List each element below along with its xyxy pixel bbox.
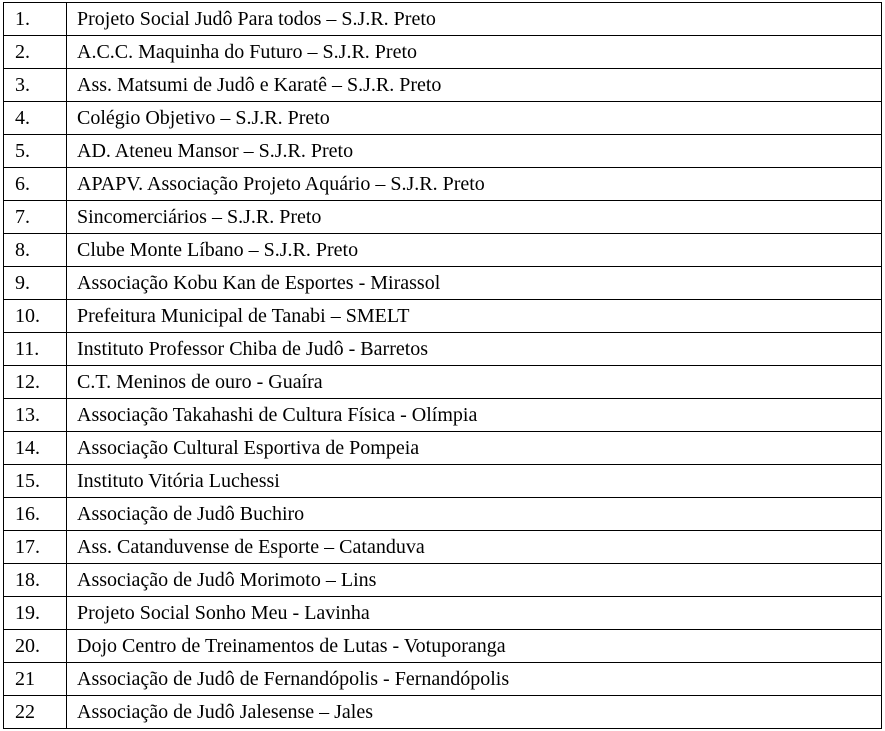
row-name: Associação de Judô de Fernandópolis - Fernandópolis bbox=[67, 663, 882, 696]
row-name: C.T. Meninos de ouro - Guaíra bbox=[67, 366, 882, 399]
row-number: 16. bbox=[4, 498, 67, 531]
row-name: AD. Ateneu Mansor – S.J.R. Preto bbox=[67, 135, 882, 168]
row-number: 13. bbox=[4, 399, 67, 432]
table-row bbox=[4, 201, 882, 234]
row-number: 20. bbox=[4, 630, 67, 663]
entries-table-body bbox=[4, 3, 882, 729]
row-name: Associação de Judô Buchiro bbox=[67, 498, 882, 531]
row-name: Projeto Social Judô Para todos – S.J.R. Preto bbox=[67, 3, 882, 36]
row-number: 12. bbox=[4, 366, 67, 399]
row-name: Dojo Centro de Treinamentos de Lutas - Votuporanga bbox=[67, 630, 882, 663]
table-row bbox=[4, 3, 882, 36]
table-row bbox=[4, 432, 882, 465]
row-number: 15. bbox=[4, 465, 67, 498]
table-row bbox=[4, 498, 882, 531]
row-name: A.C.C. Maquinha do Futuro – S.J.R. Preto bbox=[67, 36, 882, 69]
row-number: 9. bbox=[4, 267, 67, 300]
row-name: Associação Takahashi de Cultura Física - Olímpia bbox=[67, 399, 882, 432]
row-name: Associação de Judô Jalesense – Jales bbox=[67, 696, 882, 729]
row-name: Instituto Vitória Luchessi bbox=[67, 465, 882, 498]
row-name: Associação de Judô Morimoto – Lins bbox=[67, 564, 882, 597]
row-number: 19. bbox=[4, 597, 67, 630]
table-row bbox=[4, 465, 882, 498]
table-row bbox=[4, 267, 882, 300]
row-number: 6. bbox=[4, 168, 67, 201]
row-name: Clube Monte Líbano – S.J.R. Preto bbox=[67, 234, 882, 267]
table-row bbox=[4, 564, 882, 597]
row-number: 3. bbox=[4, 69, 67, 102]
table-row bbox=[4, 696, 882, 729]
table-row bbox=[4, 234, 882, 267]
row-name: APAPV. Associação Projeto Aquário – S.J.R. Preto bbox=[67, 168, 882, 201]
row-name: Associação Kobu Kan de Esportes - Mirassol bbox=[67, 267, 882, 300]
table-row bbox=[4, 531, 882, 564]
row-name: Colégio Objetivo – S.J.R. Preto bbox=[67, 102, 882, 135]
table-row bbox=[4, 300, 882, 333]
table-row bbox=[4, 36, 882, 69]
row-number: 10. bbox=[4, 300, 67, 333]
row-number: 21 bbox=[4, 663, 67, 696]
table-row bbox=[4, 597, 882, 630]
table-row bbox=[4, 102, 882, 135]
entries-table bbox=[3, 2, 882, 729]
row-name: Prefeitura Municipal de Tanabi – SMELT bbox=[67, 300, 882, 333]
table-row bbox=[4, 366, 882, 399]
row-number: 17. bbox=[4, 531, 67, 564]
row-number: 7. bbox=[4, 201, 67, 234]
row-name: Sincomerciários – S.J.R. Preto bbox=[67, 201, 882, 234]
row-number: 5. bbox=[4, 135, 67, 168]
row-number: 2. bbox=[4, 36, 67, 69]
table-row bbox=[4, 69, 882, 102]
row-name: Ass. Catanduvense de Esporte – Catanduva bbox=[67, 531, 882, 564]
row-name: Instituto Professor Chiba de Judô - Barretos bbox=[67, 333, 882, 366]
row-number: 1. bbox=[4, 3, 67, 36]
table-row bbox=[4, 333, 882, 366]
table-row bbox=[4, 135, 882, 168]
row-name: Ass. Matsumi de Judô e Karatê – S.J.R. Preto bbox=[67, 69, 882, 102]
row-number: 14. bbox=[4, 432, 67, 465]
row-number: 8. bbox=[4, 234, 67, 267]
table-row bbox=[4, 663, 882, 696]
row-number: 11. bbox=[4, 333, 67, 366]
row-number: 18. bbox=[4, 564, 67, 597]
table-row bbox=[4, 399, 882, 432]
table-row bbox=[4, 630, 882, 663]
row-number: 4. bbox=[4, 102, 67, 135]
row-number: 22 bbox=[4, 696, 67, 729]
row-name: Associação Cultural Esportiva de Pompeia bbox=[67, 432, 882, 465]
table-row bbox=[4, 168, 882, 201]
row-name: Projeto Social Sonho Meu - Lavinha bbox=[67, 597, 882, 630]
